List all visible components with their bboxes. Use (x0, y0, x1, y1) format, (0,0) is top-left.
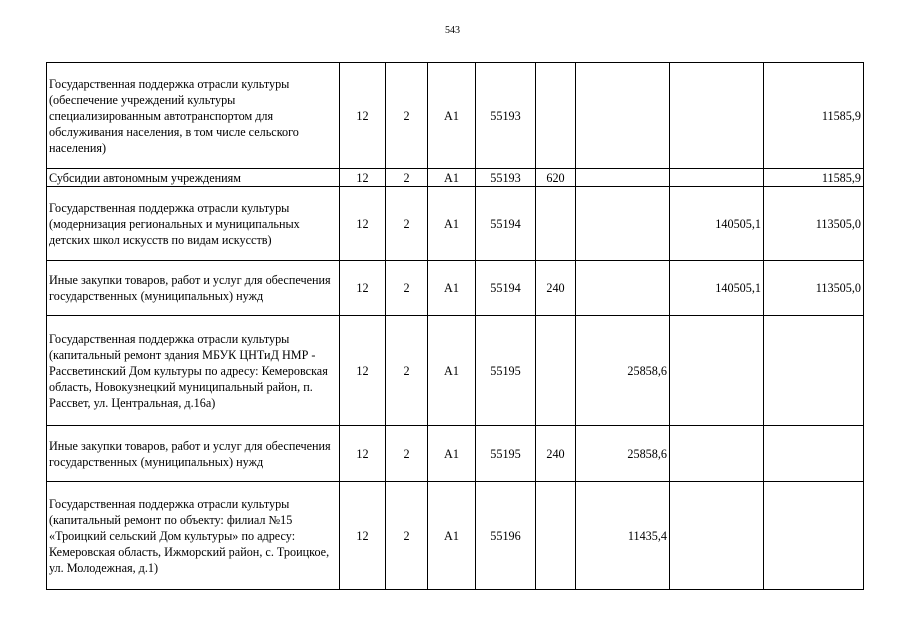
table-row (47, 316, 864, 426)
program-code: А1 (428, 261, 476, 316)
amount-2: 140505,1 (670, 261, 764, 316)
section-code: 12 (340, 169, 386, 187)
target-code: 55194 (476, 261, 536, 316)
budget-table (46, 62, 864, 590)
section-code: 12 (340, 316, 386, 426)
target-code: 55193 (476, 63, 536, 169)
section-code: 12 (340, 187, 386, 261)
subsection-code: 2 (386, 261, 428, 316)
program-code: А1 (428, 169, 476, 187)
subsection-code: 2 (386, 482, 428, 590)
amount-3: 11585,9 (764, 63, 864, 169)
section-code: 12 (340, 63, 386, 169)
section-code: 12 (340, 261, 386, 316)
expense-type-code (536, 187, 576, 261)
section-code: 12 (340, 426, 386, 482)
amount-2 (670, 426, 764, 482)
amount-1 (576, 261, 670, 316)
table-row (47, 169, 864, 187)
program-code: А1 (428, 482, 476, 590)
subsection-code: 2 (386, 169, 428, 187)
expense-type-code: 620 (536, 169, 576, 187)
amount-3 (764, 482, 864, 590)
amount-3: 11585,9 (764, 169, 864, 187)
amount-3 (764, 316, 864, 426)
page-number: 543 (445, 25, 460, 36)
amount-1 (576, 187, 670, 261)
subsection-code: 2 (386, 426, 428, 482)
row-name: Субсидии автономным учреждениям (47, 169, 340, 187)
amount-2 (670, 169, 764, 187)
amount-3: 113505,0 (764, 261, 864, 316)
expense-type-code: 240 (536, 261, 576, 316)
expense-type-code (536, 482, 576, 590)
table-row (47, 187, 864, 261)
target-code: 55196 (476, 482, 536, 590)
table-row (47, 63, 864, 169)
amount-2 (670, 482, 764, 590)
amount-1: 25858,6 (576, 426, 670, 482)
row-name: Иные закупки товаров, работ и услуг для обеспечения государственных (муниципальных) нужд (47, 426, 340, 482)
subsection-code: 2 (386, 316, 428, 426)
expense-type-code: 240 (536, 426, 576, 482)
row-name: Государственная поддержка отрасли культуры (модернизация региональных и муниципальных детских школ искусств по видам искусств) (47, 187, 340, 261)
amount-1: 25858,6 (576, 316, 670, 426)
target-code: 55195 (476, 316, 536, 426)
amount-2 (670, 316, 764, 426)
amount-3: 113505,0 (764, 187, 864, 261)
row-name: Государственная поддержка отрасли культуры (капитальный ремонт здания МБУК ЦНТиД НМР - Рассветинский Дом культуры по адресу: Кемеровская область, Новокузнецкий муниципальный район, п. Рассвет, ул. Центральная, д.16а) (47, 316, 340, 426)
amount-3 (764, 426, 864, 482)
row-name: Иные закупки товаров, работ и услуг для обеспечения государственных (муниципальных) нужд (47, 261, 340, 316)
table-row (47, 261, 864, 316)
target-code: 55195 (476, 426, 536, 482)
table-row (47, 482, 864, 590)
expense-type-code (536, 316, 576, 426)
row-name: Государственная поддержка отрасли культуры (обеспечение учреждений культуры специализированным автотранспортом для обслуживания населения, в том числе сельского населения) (47, 63, 340, 169)
amount-2: 140505,1 (670, 187, 764, 261)
row-name: Государственная поддержка отрасли культуры (капитальный ремонт по объекту: филиал №15 «Троицкий сельский Дом культуры» по адресу: Кемеровская область, Ижморский район, с. Троицкое, ул. Молодежная, д.1) (47, 482, 340, 590)
subsection-code: 2 (386, 63, 428, 169)
table-row (47, 426, 864, 482)
program-code: А1 (428, 426, 476, 482)
target-code: 55193 (476, 169, 536, 187)
program-code: А1 (428, 316, 476, 426)
amount-2 (670, 63, 764, 169)
expense-type-code (536, 63, 576, 169)
amount-1 (576, 63, 670, 169)
section-code: 12 (340, 482, 386, 590)
subsection-code: 2 (386, 187, 428, 261)
amount-1: 11435,4 (576, 482, 670, 590)
amount-1 (576, 169, 670, 187)
target-code: 55194 (476, 187, 536, 261)
program-code: А1 (428, 63, 476, 169)
program-code: А1 (428, 187, 476, 261)
